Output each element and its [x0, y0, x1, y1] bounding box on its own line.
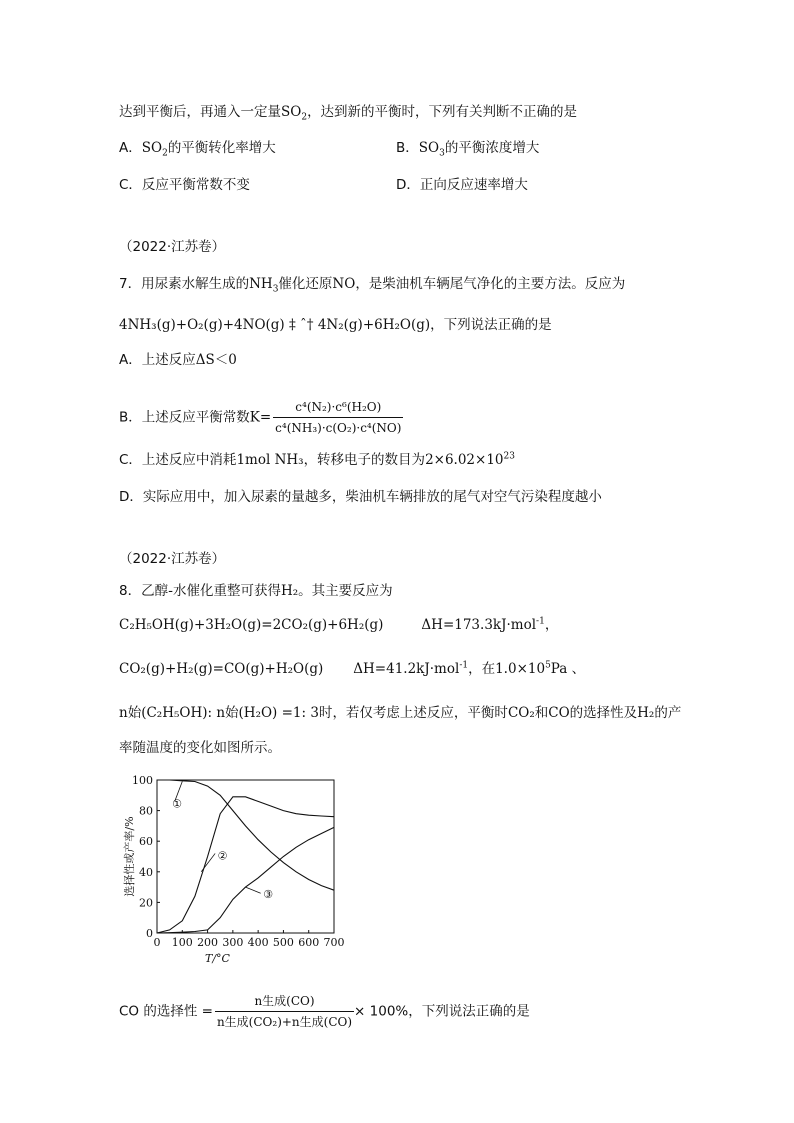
q7-stem: 7．用尿素水解生成的$NH_3$催化还原NO，是柴油机车辆尾气净化的主要方法。反应为: [119, 276, 626, 295]
x-tick-label: 400: [247, 936, 269, 949]
y-axis-label: 选择性或产率/%: [123, 816, 136, 897]
series-line-2: [157, 797, 334, 933]
q7-option-b[interactable]: B．上述反应平衡常数K= $\frac{\text{c⁴(N₂)·c⁶(H₂O)}}{\text{c⁴(NH₃)·c(O₂)·c⁴(NO)}}$: [119, 400, 402, 435]
q8-ratio-line: n始(C₂H₅OH): n始(H₂O) =1: 3时，若仅考虑上述反应，平衡时CO₂和CO的选择性及H₂的产: [119, 705, 682, 721]
q8-reaction-1: C₂H₅OH(g)+3H₂O(g)=2CO₂(g)+6H₂(g) ΔH=173.3kJ·mol$^{-1}$，: [119, 616, 559, 633]
series-label: ②: [217, 849, 228, 863]
series-label: ③: [263, 887, 274, 901]
x-tick-label: 600: [298, 936, 320, 949]
q8-co-selectivity-definition: CO 的选择性 = $\frac{\text{n生成(CO)}}{\text{n生成(CO₂)+n生成(CO)}}$ × 100%，下列说法正确的是: [119, 994, 530, 1029]
q7-k-fraction: $\frac{\text{c⁴(N₂)·c⁶(H₂O)}}{\text{c⁴(NH₃)·c(O₂)·c⁴(NO)}}$: [275, 400, 402, 435]
q6-option-a[interactable]: A．$SO_2$的平衡转化率增大: [119, 140, 276, 159]
x-tick-label: 700: [323, 936, 345, 949]
q7-option-c[interactable]: C．上述反应中消耗1mol NH₃，转移电子的数目为$2\times 6.02\times 10^{23}$: [119, 451, 515, 468]
y-tick-label: 100: [132, 774, 153, 787]
x-tick-label: 200: [197, 936, 219, 949]
q8-reaction-2: CO₂(g)+H₂(g)=CO(g)+H₂O(g) ΔH=41.2kJ·mol$^{-1}$，在$1.0\times 10^5Pa$ 、: [119, 660, 586, 677]
q6-stem-species: $SO_2$: [281, 104, 308, 123]
plot-frame: [157, 780, 334, 933]
q8-stem-end: 率随温度的变化如图所示。: [119, 740, 281, 756]
y-tick-label: 20: [139, 896, 153, 910]
y-tick-label: 80: [139, 804, 153, 818]
q7-equation: 4NH₃(g)+O₂(g)+4NO(g) ‡ ˆ† 4N₂(g)+6H₂O(g)，下列说法正确的是: [119, 317, 552, 333]
series-leader-line: [246, 887, 261, 893]
q6-option-b[interactable]: B．$SO_3$的平衡浓度增大: [396, 140, 540, 159]
y-tick-label: 0: [146, 927, 153, 940]
x-tick-label: 300: [222, 936, 244, 949]
q6-option-d[interactable]: D．正向反应速率增大: [396, 177, 528, 193]
q8-stem: 8．乙醇-水催化重整可获得H₂。其主要反应为: [119, 583, 393, 599]
x-tick-label: 100: [171, 936, 193, 949]
q6-stem: 达到平衡后，再通入一定量$SO_2$，达到新的平衡时，下列有关判断不正确的是: [119, 104, 578, 123]
series-label: ①: [172, 797, 183, 811]
y-tick-label: 40: [139, 865, 153, 879]
q7-option-a[interactable]: A．上述反应ΔS＜0: [119, 352, 237, 368]
q7-source: （2022·江苏卷）: [119, 239, 226, 255]
y-tick-label: 60: [139, 835, 153, 849]
x-axis-label: T/°C: [205, 952, 230, 965]
x-tick-label: 0: [153, 936, 161, 949]
co-selectivity-fraction: $\frac{\text{n生成(CO)}}{\text{n生成(CO₂)+n生成(CO)}}$: [216, 994, 353, 1029]
q8-source: （2022·江苏卷）: [119, 551, 226, 567]
selectivity-yield-chart: [117, 768, 357, 968]
series-line-3: [157, 827, 334, 933]
q6-option-c[interactable]: C．反应平衡常数不变: [119, 177, 250, 193]
q7-option-d[interactable]: D．实际应用中，加入尿素的量越多，柴油机车辆排放的尾气对空气污染程度越小: [119, 489, 602, 505]
x-tick-label: 500: [272, 936, 294, 949]
